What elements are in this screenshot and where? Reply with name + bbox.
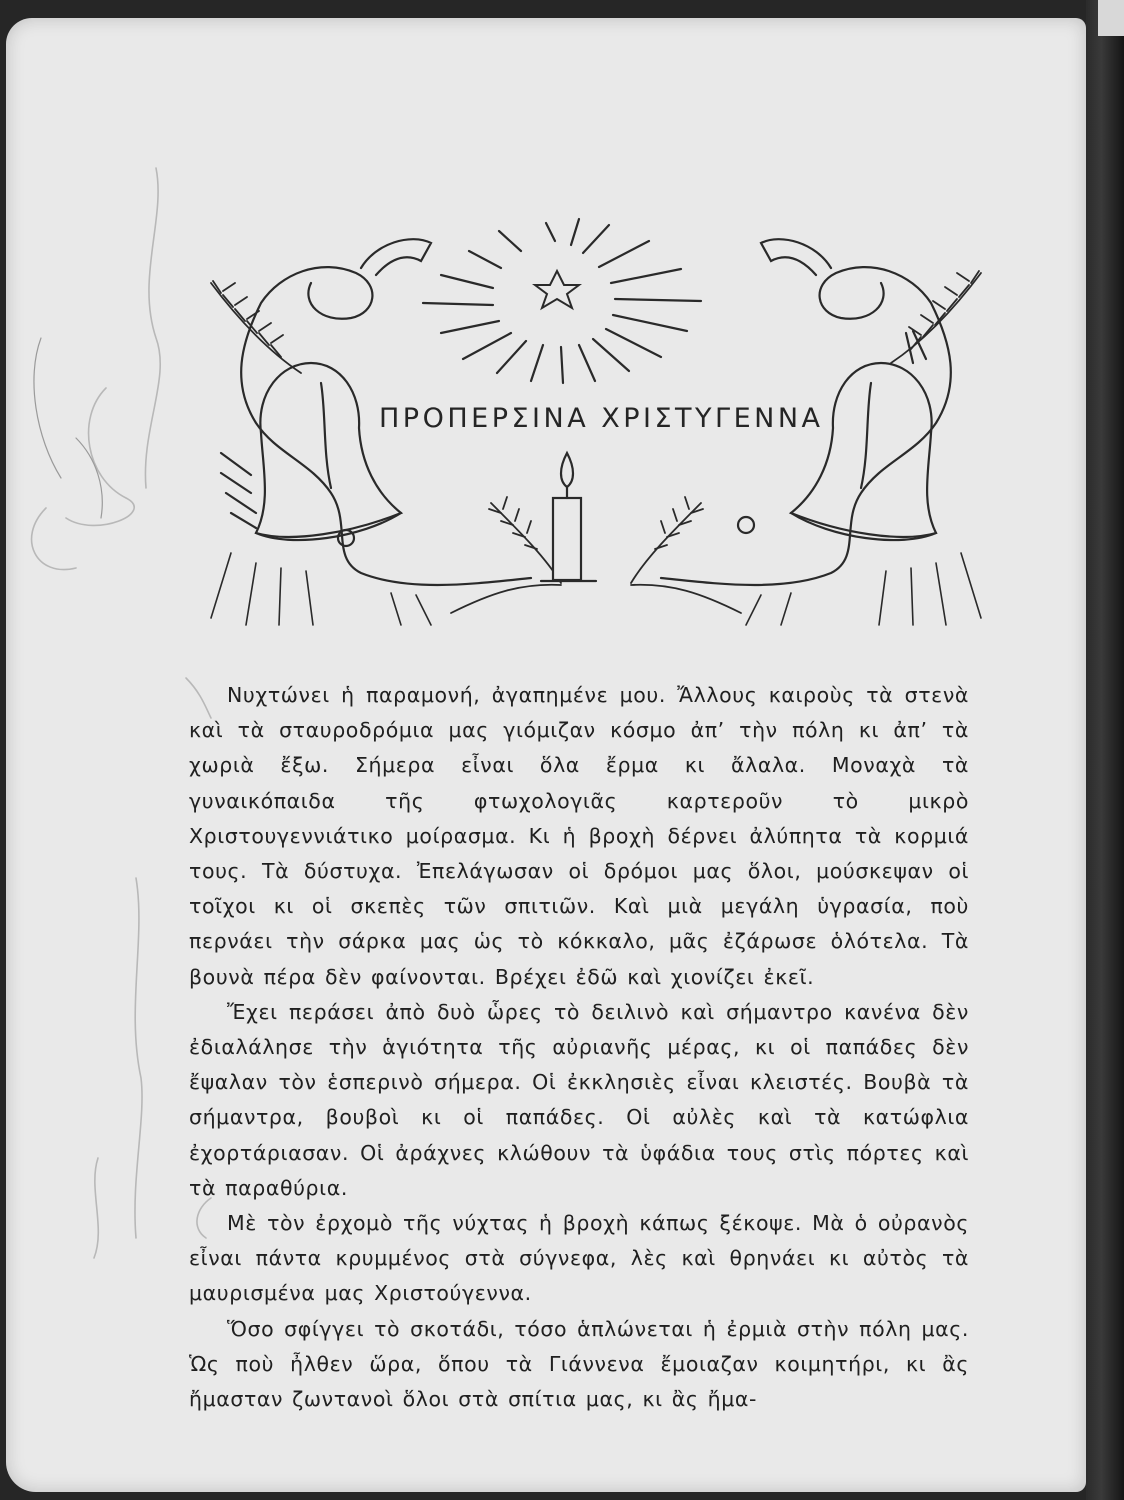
paragraph: Ἔχει περάσει ἀπὸ δυὸ ὧρες τὸ δειλινὸ καὶ σήμαντρο κανένα δὲν ἐδιαλάλησε τὴν ἁγιότητα τῆς αὐριανῆς μέρας, κι οἱ παπάδες δὲν ἔψαλαν τὸν ἑσπερινὸ σήμερα. Οἱ ἐκκλησιὲς εἶναι κλειστές. Βουβὰ τὰ σήμαντρα, βουβοὶ κι οἱ παπάδες. Οἱ αὐλὲς καὶ τὰ κατώφλια ἐχορτάριασαν. Οἱ ἀράχνες κλώθουν τὰ ὑφάδια τους στὶς πόρτες καὶ τὰ παραθύρια. xyxy=(189,999,969,1200)
bell-right-icon xyxy=(738,331,936,540)
bell-left-icon xyxy=(221,363,401,546)
paragraph: Νυχτώνει ἡ παραμονή, ἀγαπημένε μου. Ἄλλους καιροὺς τὰ στενὰ καὶ τὰ σταυροδρόμια μας γιόμιζαν κόσμο ἀπ’ τὴν πόλη κι ἀπ’ τὰ χωριὰ ἔξω. Σήμερα εἶναι ὅλα ἔρμα κι ἄλαλα. Μοναχὰ τὰ γυναικόπαιδα τῆς φτωχολογιᾶς καρτεροῦν τὸ μικρὸ Χριστουγεννιάτικο μοίρασμα. Κι ἡ βροχὴ δέρνει ἀλύπητα τὰ κορμιά τους. Τὰ δύστυχα. Ἐπελάγωσαν οἱ δρόμοι μας ὅλοι, μούσκεψαν οἱ τοῖχοι κι οἱ σκεπὲς τῶν σπιτιῶν. Καὶ μιὰ μεγάλη ὑγρασία, ποὺ περνάει τὴν σάρκα μας ὡς τὸ κόκκαλο, μᾶς ἐζάρωσε ὁλότελα. Τὰ βουνὰ πέρα δὲν φαίνονται. Βρέχει ἐδῶ καὶ χιονίζει ἐκεῖ. xyxy=(189,683,969,989)
candle-icon xyxy=(541,453,596,581)
body-text xyxy=(189,678,969,1417)
fir-branches xyxy=(211,271,981,613)
star-icon xyxy=(535,271,579,308)
book-page xyxy=(6,18,1086,1492)
headpiece-title: ΠΡΟΠΕΡΣΙΝΑ ΧΡΙΣΤΥΓΕΝΝΑ xyxy=(379,403,824,434)
bottom-rays xyxy=(211,553,981,625)
christmas-headpiece-illustration xyxy=(201,213,991,633)
book-binding-edge xyxy=(1086,0,1124,1500)
paragraph: Ὅσο σφίγγει τὸ σκοτάδι, τόσο ἁπλώνεται ἡ ἐρμιὰ στὴν πόλη μας. Ὡς ποὺ ἦλθεν ὥρα, ὅπου τὰ Γιάννενα ἔμοιαζαν κοιμητήρι, κι ἂς ἤμασταν ζωντανοὶ ὅλοι στὰ σπίτια μας, κι ἂς ἤμα- xyxy=(189,1316,969,1412)
binding-tab xyxy=(1098,0,1124,36)
paragraph: Μὲ τὸν ἐρχομὸ τῆς νύχτας ἡ βροχὴ κάπως ξέκοψε. Μὰ ὁ οὐρανὸς εἶναι πάντα κρυμμένος στὰ σύγνεφα, λὲς καὶ θρηνάει κι αὐτὸς τὰ μαυρισμένα μας Χριστούγεννα. xyxy=(189,1211,969,1306)
